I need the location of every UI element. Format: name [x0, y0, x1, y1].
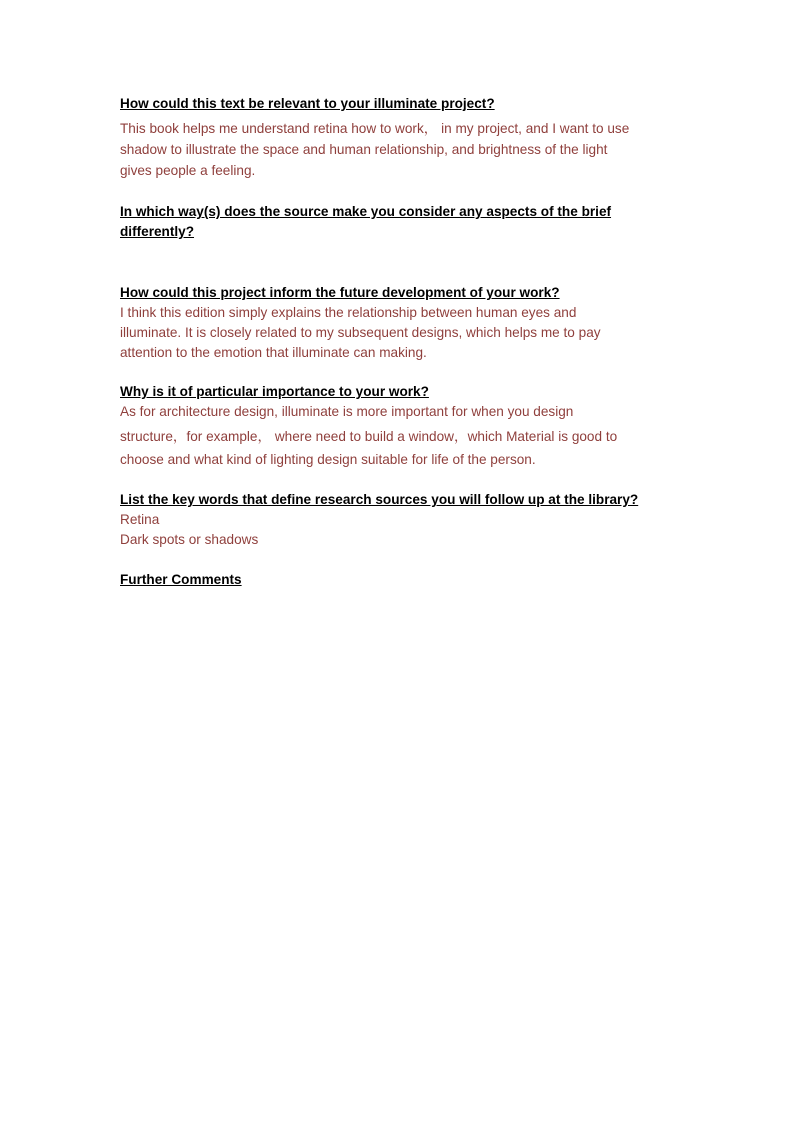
answer-line: illuminate. It is closely related to my subsequent designs, which helps me to pay — [120, 325, 601, 340]
question-brief-aspects — [120, 202, 680, 242]
further-comments-heading: Further Comments — [120, 572, 242, 587]
answer-key-words — [120, 510, 680, 550]
answer-importance — [120, 402, 680, 467]
question-line: differently? — [120, 224, 195, 239]
answer-line: I think this edition simply explains the relationship between human eyes and — [120, 305, 577, 320]
answer-line: gives people a feeling. — [120, 163, 256, 178]
answer-future-development — [120, 303, 680, 363]
answer-line: structure，for example， where need to build a window，which Material is good to — [120, 429, 618, 444]
keyword-item: Retina — [120, 512, 160, 527]
answer-line: attention to the emotion that illuminate can making. — [120, 345, 427, 360]
question-line: In which way(s) does the source make you consider any aspects of the brief — [120, 204, 612, 219]
answer-line: shadow to illustrate the space and human relationship, and brightness of the light — [120, 142, 608, 157]
document-page — [120, 94, 680, 590]
keyword-item: Dark spots or shadows — [120, 532, 259, 547]
question-future-development: How could this project inform the future development of your work? — [120, 285, 560, 300]
question-relevance: How could this text be relevant to your illuminate project? — [120, 96, 495, 111]
question-key-words: List the key words that define research sources you will follow up at the library? — [120, 492, 639, 507]
answer-line: This book helps me understand retina how to work， in my project, and I want to use — [120, 121, 630, 136]
question-importance: Why is it of particular importance to your work? — [120, 384, 429, 399]
answer-line: As for architecture design, illuminate is more important for when you design — [120, 404, 574, 419]
answer-line: choose and what kind of lighting design suitable for life of the person. — [120, 452, 536, 467]
answer-relevance — [120, 118, 680, 181]
